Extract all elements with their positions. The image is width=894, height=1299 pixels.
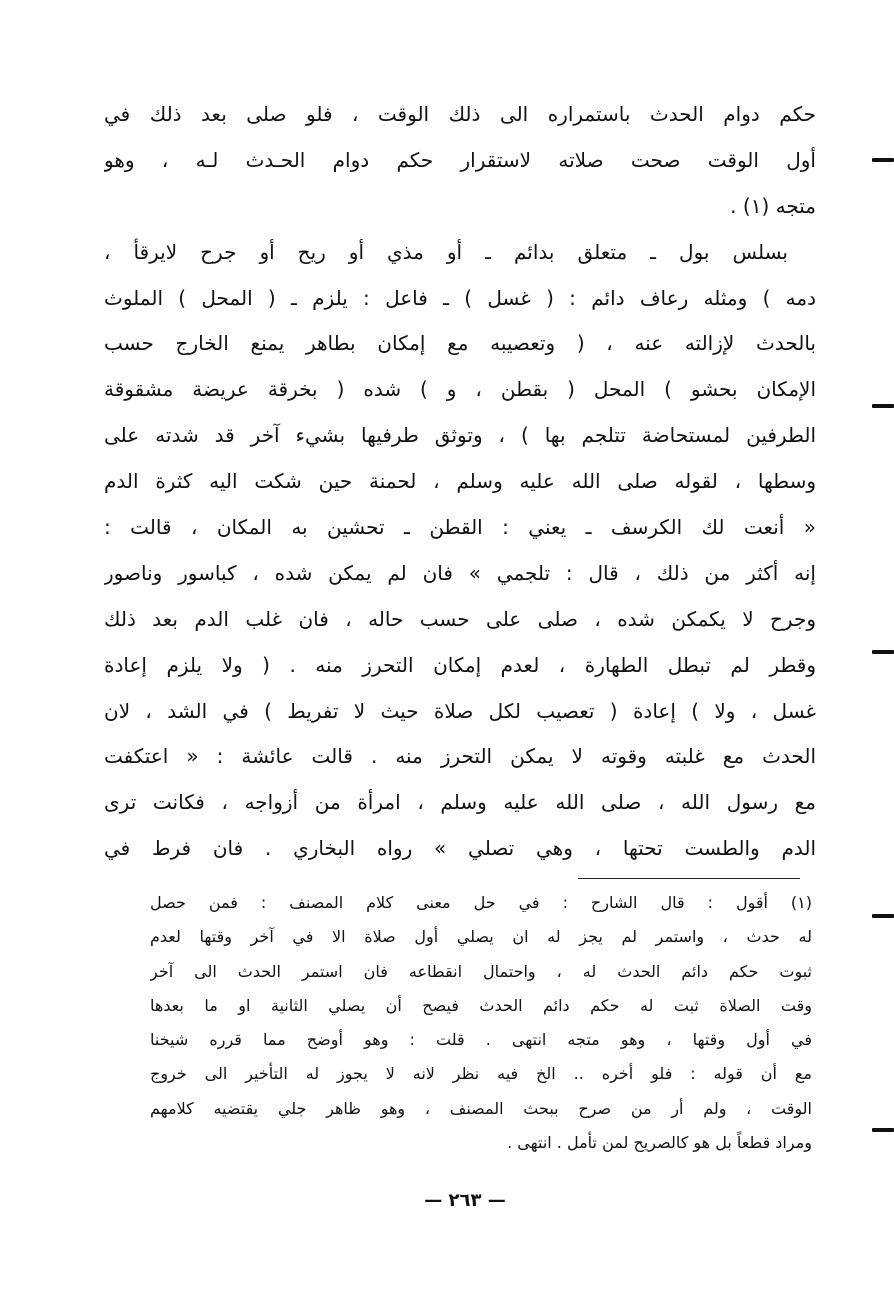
footnote-line: الوقت ، ولم أر من صرح ببحث المصنف ، وهو ظاهر جلي يقتضيه كلامهم xyxy=(150,1098,812,1118)
main-text-line: أول الوقت صحت صلاته لاستقرار حكم دوام الحـدث لـه ، وهو xyxy=(104,147,816,172)
main-text-line: مع رسول الله ، صلى الله عليه وسلم ، امرأة من أزواجه ، فكانت ترى xyxy=(104,790,816,815)
footnote-line: له حدث ، واستمر لم يجز له ان يصلي أول صلاة الا في آخر وقتها لعدم xyxy=(150,927,812,947)
main-text-line: متجه (١) . xyxy=(730,193,816,218)
page-number: — ٢٦٣ — xyxy=(424,1190,506,1211)
main-text-line: بسلس بول ـ متعلق بدائم ـ أو مذي أو ريح أو جرح لايرقأ ، xyxy=(104,239,788,264)
scan-edge-mark xyxy=(872,158,894,162)
footnote-separator-rule xyxy=(578,878,800,879)
scan-edge-mark xyxy=(872,914,894,918)
footnote-line: وقت الصلاة ثبت له حكم دائم الحدث فيصح أن يصلي الثانية او ما بعدها xyxy=(150,995,812,1015)
footnote-line: ثبوت حكم دائم الحدث له ، واحتمال انقطاعه فان استمر الحدث الى آخر xyxy=(150,961,812,981)
main-text-line: « أنعت لك الكرسف ـ يعني : القطن ـ تحشين به المكان ، قالت : xyxy=(104,515,816,540)
main-text-line: دمه ) ومثله رعاف دائم : ( غسل ) ـ فاعل : يلزم ـ ( المحل ) الملوث xyxy=(104,285,816,310)
scan-edge-mark xyxy=(872,1128,894,1132)
main-text-line: الحدث مع غلبته وقوته لا يمكن التحرز منه . قالت عائشة : « اعتكفت xyxy=(104,744,816,769)
scan-edge-mark xyxy=(872,404,894,408)
main-text-line: وجرح لا يكمكن شده ، صلى على حسب حاله ، فان غلب الدم بعد ذلك xyxy=(104,606,816,631)
footnote-line: مع أن قوله : فلو أخره .. الخ فيه نظر لانه لا يجوز له التأخير الى خروج xyxy=(150,1064,812,1084)
main-text-line: الإمكان بحشو ) المحل ( بقطن ، و ) شده ( بخرقة عريضة مشقوقة xyxy=(104,377,816,402)
main-text-line: غسل ، ولا ) إعادة ( تعصيب لكل صلاة حيث لا تفريط ) في الشد ، لان xyxy=(104,698,816,723)
footnote-line: في أول وقتها ، وهو متجه انتهى . قلت : وهو أوضح مما قرره شيخنا xyxy=(150,1030,812,1050)
footnote-block xyxy=(150,886,812,1160)
main-text-line: وسطها ، لقوله صلى الله عليه وسلم ، لحمنة حين شكت اليه كثرة الدم xyxy=(104,469,816,494)
main-text-line: وقطر لم تبطل الطهارة ، لعدم إمكان التحرز منه . ( ولا يلزم إعادة xyxy=(104,652,816,677)
main-text-line: إنه أكثر من ذلك ، قال : تلجمي » فان لم يمكن شده ، كباسور وناصور xyxy=(104,560,816,585)
main-text-line: الطرفين لمستحاضة تتلجم بها ) ، وتوثق طرفيها بشيء آخر قد شدته على xyxy=(104,423,816,448)
footnote-line: ومراد قطعاً بل هو كالصريح لمن تأمل . انتهى . xyxy=(507,1133,812,1153)
main-text-line: حكم دوام الحدث باستمراره الى ذلك الوقت ، فلو صلى بعد ذلك في xyxy=(104,102,816,126)
scan-edge-mark xyxy=(872,650,894,654)
footnote-line: (١) أقول : قال الشارح : في حل معنى كلام المصنف : فمن حصل xyxy=(150,893,812,912)
main-text-line: الدم والطست تحتها ، وهي تصلي » رواه البخاري . فان فرط في xyxy=(104,836,816,861)
main-text-line: بالحدث لإزالته عنه ، ( وتعصيبه مع إمكان بطاهر يمنع الخارج حسب xyxy=(104,331,816,356)
main-text-block xyxy=(104,92,816,872)
